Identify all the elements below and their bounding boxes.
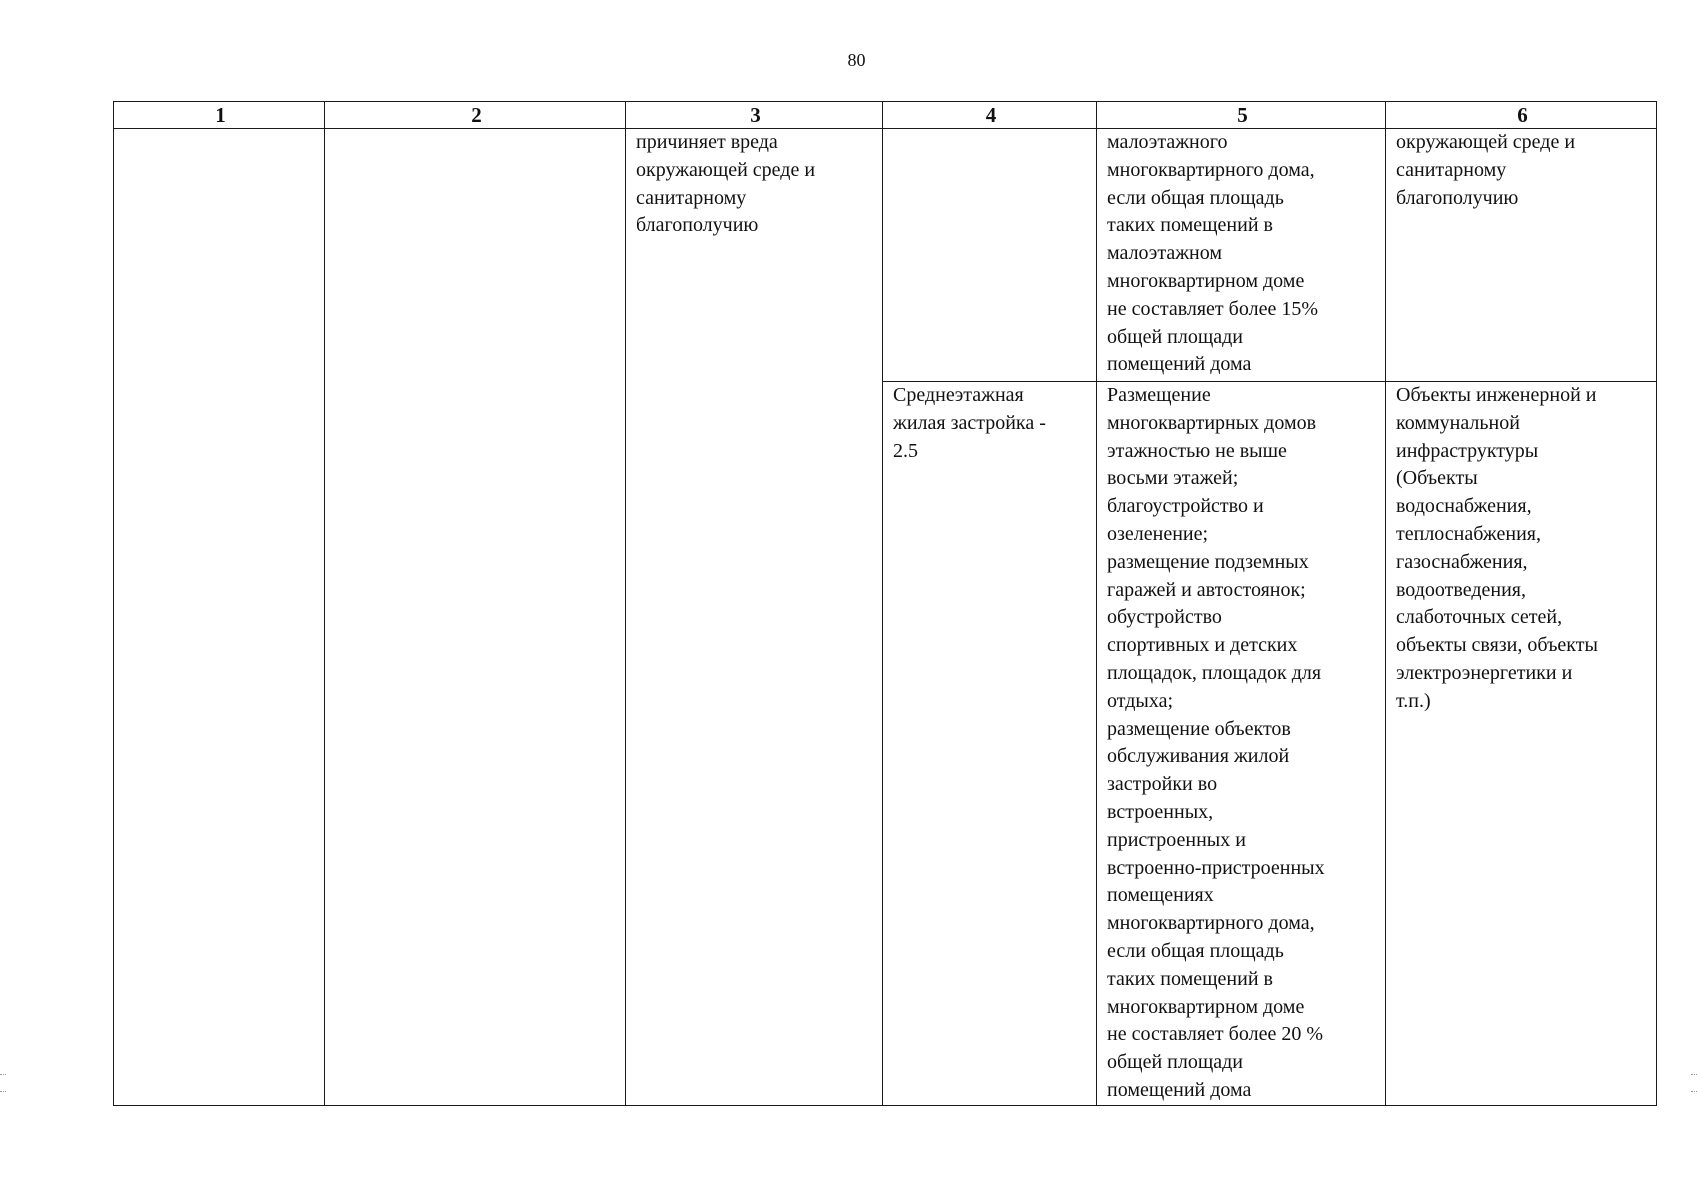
cell-land-use-description: Размещение многоквартирных домов этажностью не выше восьми этажей; благоустройство и озеленение; размещение подземных гаражей и автостоянок; обустройство спортивных и детских площадок, площадок для отдыха; размещение объектов обслуживания жилой застройки во встроенных, пристроенных и встроенно-пристроенных помещениях многоквартирного дома, если общая площадь таких помещений в многоквартирном доме не составляет более 20 % общей площади помещений дома: [1097, 382, 1386, 1106]
table-header-row: [114, 102, 1657, 129]
cell-land-use-type: Среднеэтажная жилая застройка - 2.5: [883, 382, 1097, 1106]
column-header-1: 1: [114, 102, 325, 129]
cell-col1: [114, 129, 325, 1106]
page-number: 80: [847, 50, 866, 70]
column-header-6: 6: [1386, 102, 1657, 129]
column-header-5: 5: [1097, 102, 1386, 129]
cell-col3-description: причиняет вреда окружающей среде и санитарному благополучию: [626, 129, 883, 1106]
scan-edge-mark-right: [1691, 1074, 1697, 1092]
cell-col2: [325, 129, 626, 1106]
cell-auxiliary-objects: Объекты инженерной и коммунальной инфраструктуры (Объекты водоснабжения, теплоснабжения, газоснабжения, водоотведения, слаботочных сетей, объекты связи, объекты электроэнергетики и т.п.): [1386, 382, 1657, 1106]
scan-edge-mark-left: [0, 1074, 6, 1092]
column-header-4: 4: [883, 102, 1097, 129]
cell-col6-description: окружающей среде и санитарному благополучию: [1386, 129, 1657, 382]
cell-col4-empty: [883, 129, 1097, 382]
column-header-2: 2: [325, 102, 626, 129]
table-row: [114, 129, 1657, 382]
cell-col5-description: малоэтажного многоквартирного дома, если общая площадь таких помещений в малоэтажном многоквартирном доме не составляет более 15% общей площади помещений дома: [1097, 129, 1386, 382]
column-header-3: 3: [626, 102, 883, 129]
zoning-table: [113, 101, 1657, 1106]
